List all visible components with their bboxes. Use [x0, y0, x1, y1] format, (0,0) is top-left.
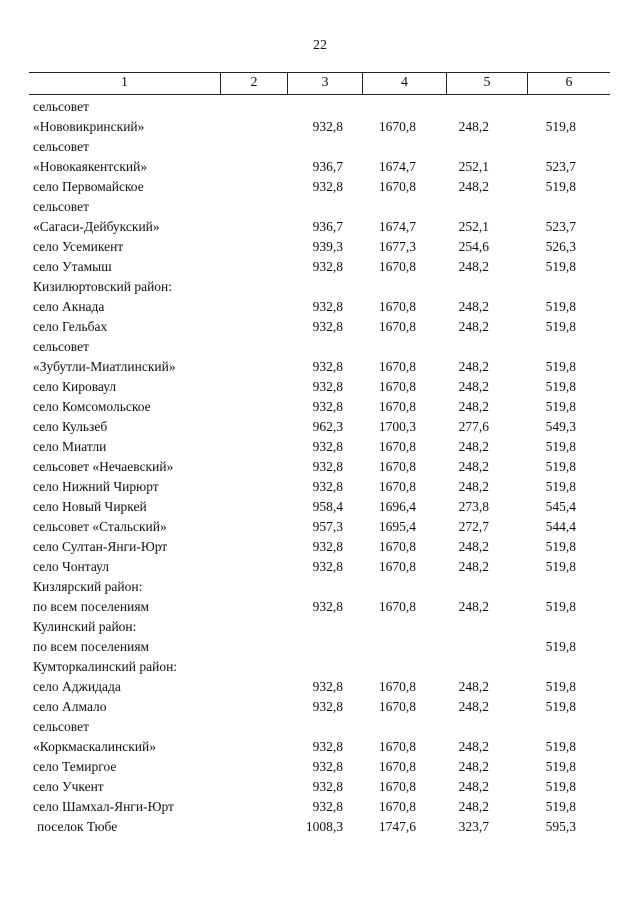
- table-row: [0, 557, 640, 577]
- table-row: [0, 197, 640, 217]
- cell-col-3: 932,8: [312, 699, 343, 714]
- cell-col-5: 248,2: [458, 459, 489, 474]
- table-row: [0, 277, 640, 297]
- table-row: [0, 757, 640, 777]
- table-row: [0, 397, 640, 417]
- cell-col-6: 519,8: [545, 479, 576, 494]
- cell-col-5: 272,7: [458, 519, 489, 534]
- cell-col-5: 248,2: [458, 779, 489, 794]
- cell-col-3: 962,3: [312, 419, 343, 434]
- table-row: [0, 477, 640, 497]
- page-number: 22: [313, 38, 327, 53]
- table-row: [0, 157, 640, 177]
- cell-col-6: 519,8: [545, 119, 576, 134]
- cell-col-3: 932,8: [312, 679, 343, 694]
- cell-col-6: 519,8: [545, 559, 576, 574]
- table-row: [0, 597, 640, 617]
- cell-col-6: 519,8: [545, 399, 576, 414]
- row-label: село Комсомольское: [33, 399, 151, 414]
- cell-col-5: 248,2: [458, 379, 489, 394]
- cell-col-5: 252,1: [458, 159, 489, 174]
- cell-col-6: 519,8: [545, 299, 576, 314]
- cell-col-5: 248,2: [458, 739, 489, 754]
- cell-col-5: 248,2: [458, 259, 489, 274]
- row-label: «Нововикринский»: [33, 119, 145, 134]
- row-label: село Усемикент: [33, 239, 124, 254]
- cell-col-6: 519,8: [545, 459, 576, 474]
- table-row: [0, 697, 640, 717]
- column-header-4: 4: [363, 73, 447, 94]
- row-label: село Чонтаул: [33, 559, 110, 574]
- cell-col-4: 1670,8: [378, 699, 416, 714]
- cell-col-5: 248,2: [458, 599, 489, 614]
- cell-col-6: 519,8: [545, 699, 576, 714]
- cell-col-4: 1670,8: [378, 319, 416, 334]
- cell-col-4: 1700,3: [378, 419, 416, 434]
- cell-col-6: 519,8: [545, 679, 576, 694]
- cell-col-3: 932,8: [312, 299, 343, 314]
- row-label: село Гельбах: [33, 319, 108, 334]
- row-label: село Первомайское: [33, 179, 144, 194]
- cell-col-3: 936,7: [312, 219, 343, 234]
- cell-col-4: 1670,8: [378, 799, 416, 814]
- cell-col-6: 519,8: [545, 439, 576, 454]
- row-label: сельсовет: [33, 339, 89, 354]
- cell-col-4: 1747,6: [378, 819, 416, 834]
- cell-col-3: 932,8: [312, 259, 343, 274]
- table-header: [29, 72, 610, 95]
- column-header-2: 2: [221, 73, 288, 94]
- table-row: [0, 217, 640, 237]
- cell-col-5: 323,7: [458, 819, 489, 834]
- column-header-3: 3: [288, 73, 363, 94]
- table-row: [0, 777, 640, 797]
- cell-col-5: 248,2: [458, 319, 489, 334]
- row-label: сельсовет: [33, 139, 89, 154]
- cell-col-6: 523,7: [545, 219, 576, 234]
- row-label: село Утамыш: [33, 259, 112, 274]
- table-row: [0, 257, 640, 277]
- cell-col-3: 939,3: [312, 239, 343, 254]
- column-header-1: 1: [29, 73, 221, 94]
- row-label: село Алмало: [33, 699, 107, 714]
- table-row: [0, 317, 640, 337]
- row-label: Кулинский район:: [33, 619, 137, 634]
- cell-col-3: 932,8: [312, 319, 343, 334]
- column-header-6: 6: [565, 75, 573, 90]
- table-row: [0, 637, 640, 657]
- cell-col-3: 932,8: [312, 179, 343, 194]
- table-row: [0, 337, 640, 357]
- cell-col-3: 932,8: [312, 799, 343, 814]
- table-row: [0, 537, 640, 557]
- row-label: поселок Тюбе: [37, 819, 118, 834]
- cell-col-4: 1695,4: [378, 519, 416, 534]
- row-label: село Миатли: [33, 439, 107, 454]
- cell-col-4: 1670,8: [378, 259, 416, 274]
- cell-col-5: 248,2: [458, 479, 489, 494]
- cell-col-5: 248,2: [458, 399, 489, 414]
- cell-col-3: 932,8: [312, 379, 343, 394]
- cell-col-5: 277,6: [458, 419, 489, 434]
- cell-col-3: 932,8: [312, 399, 343, 414]
- cell-col-6: 519,8: [545, 739, 576, 754]
- cell-col-4: 1670,8: [378, 779, 416, 794]
- cell-col-3: 932,8: [312, 439, 343, 454]
- table-row: [0, 237, 640, 257]
- cell-col-5: 248,2: [458, 119, 489, 134]
- table-row: [0, 797, 640, 817]
- row-label: село Акнада: [33, 299, 105, 314]
- table-row: [0, 97, 640, 117]
- cell-col-6: 519,8: [545, 319, 576, 334]
- cell-col-4: 1677,3: [378, 239, 416, 254]
- cell-col-6: 544,4: [545, 519, 576, 534]
- cell-col-3: 932,8: [312, 779, 343, 794]
- cell-col-5: 248,2: [458, 439, 489, 454]
- table-row: [0, 437, 640, 457]
- row-label: село Нижний Чирюрт: [33, 479, 159, 494]
- cell-col-4: 1670,8: [378, 479, 416, 494]
- row-label: сельсовет: [33, 719, 89, 734]
- cell-col-3: 932,8: [312, 559, 343, 574]
- row-label: по всем поселениям: [33, 639, 150, 654]
- cell-col-3: 1008,3: [305, 819, 343, 834]
- row-label: Кизилюртовский район:: [33, 279, 173, 294]
- cell-col-6: 519,8: [545, 359, 576, 374]
- table-row: [0, 177, 640, 197]
- row-label: село Кульзеб: [33, 419, 108, 434]
- cell-col-3: 936,7: [312, 159, 343, 174]
- cell-col-3: 932,8: [312, 539, 343, 554]
- table-row: [0, 817, 640, 837]
- table-row: [0, 377, 640, 397]
- cell-col-3: 932,8: [312, 479, 343, 494]
- cell-col-4: 1670,8: [378, 359, 416, 374]
- cell-col-6: 519,8: [545, 799, 576, 814]
- cell-col-6: 519,8: [545, 539, 576, 554]
- cell-col-5: 248,2: [458, 799, 489, 814]
- row-label: «Новокаякентский»: [33, 159, 148, 174]
- row-label: село Учкент: [33, 779, 104, 794]
- cell-col-3: 932,8: [312, 739, 343, 754]
- cell-col-4: 1670,8: [378, 119, 416, 134]
- table-row: [0, 717, 640, 737]
- cell-col-4: 1674,7: [378, 219, 416, 234]
- row-label: село Аджидада: [33, 679, 121, 694]
- cell-col-3: 932,8: [312, 459, 343, 474]
- table-row: [0, 357, 640, 377]
- cell-col-6: 519,8: [545, 759, 576, 774]
- table-row: [0, 417, 640, 437]
- cell-col-4: 1670,8: [378, 559, 416, 574]
- cell-col-6: 519,8: [545, 179, 576, 194]
- cell-col-3: 958,4: [312, 499, 343, 514]
- cell-col-3: 932,8: [312, 759, 343, 774]
- cell-col-3: 932,8: [312, 359, 343, 374]
- cell-col-4: 1670,8: [378, 539, 416, 554]
- row-label: сельсовет «Стальский»: [33, 519, 167, 534]
- cell-col-5: 248,2: [458, 759, 489, 774]
- cell-col-6: 519,8: [545, 259, 576, 274]
- row-label: сельсовет: [33, 99, 89, 114]
- table-row: [0, 577, 640, 597]
- cell-col-5: 248,2: [458, 359, 489, 374]
- cell-col-5: 248,2: [458, 179, 489, 194]
- cell-col-3: 957,3: [312, 519, 343, 534]
- cell-col-4: 1670,8: [378, 599, 416, 614]
- row-label: село Новый Чиркей: [33, 499, 147, 514]
- cell-col-4: 1670,8: [378, 379, 416, 394]
- cell-col-5: 248,2: [458, 679, 489, 694]
- table-row: [0, 457, 640, 477]
- row-label: Кизлярский район:: [33, 579, 143, 594]
- table-row: [0, 497, 640, 517]
- table-row: [0, 617, 640, 637]
- cell-col-4: 1696,4: [378, 499, 416, 514]
- table-row: [0, 137, 640, 157]
- cell-col-5: 248,2: [458, 699, 489, 714]
- cell-col-6: 523,7: [545, 159, 576, 174]
- cell-col-4: 1670,8: [378, 739, 416, 754]
- cell-col-4: 1670,8: [378, 299, 416, 314]
- row-label: село Шамхал-Янги-Юрт: [33, 799, 174, 814]
- cell-col-4: 1670,8: [378, 459, 416, 474]
- column-header-5: 5: [447, 73, 528, 94]
- row-label: село Темиргое: [33, 759, 117, 774]
- cell-col-5: 254,6: [458, 239, 489, 254]
- row-label: «Коркмаскалинский»: [33, 739, 156, 754]
- cell-col-5: 248,2: [458, 299, 489, 314]
- table-row: [0, 297, 640, 317]
- table-row: [0, 117, 640, 137]
- table-row: [0, 737, 640, 757]
- table-row: [0, 517, 640, 537]
- row-label: село Султан-Янги-Юрт: [33, 539, 168, 554]
- row-label: «Сагаси-Дейбукский»: [33, 219, 160, 234]
- cell-col-6: 526,3: [545, 239, 576, 254]
- cell-col-4: 1670,8: [378, 179, 416, 194]
- cell-col-4: 1670,8: [378, 679, 416, 694]
- cell-col-3: 932,8: [312, 119, 343, 134]
- cell-col-6: 595,3: [545, 819, 576, 834]
- cell-col-6: 519,8: [545, 379, 576, 394]
- cell-col-5: 248,2: [458, 539, 489, 554]
- cell-col-5: 273,8: [458, 499, 489, 514]
- table-body: [0, 97, 640, 837]
- cell-col-6: 549,3: [545, 419, 576, 434]
- cell-col-4: 1670,8: [378, 759, 416, 774]
- cell-col-4: 1674,7: [378, 159, 416, 174]
- cell-col-5: 252,1: [458, 219, 489, 234]
- row-label: село Кироваул: [33, 379, 117, 394]
- row-label: по всем поселениям: [33, 599, 150, 614]
- row-label: сельсовет «Нечаевский»: [33, 459, 174, 474]
- cell-col-4: 1670,8: [378, 399, 416, 414]
- cell-col-5: 248,2: [458, 559, 489, 574]
- cell-col-4: 1670,8: [378, 439, 416, 454]
- row-label: «Зубутли-Миатлинский»: [33, 359, 176, 374]
- table-row: [0, 657, 640, 677]
- cell-col-6: 519,8: [545, 599, 576, 614]
- row-label: Кумторкалинский район:: [33, 659, 178, 674]
- row-label: сельсовет: [33, 199, 89, 214]
- cell-col-6: 545,4: [545, 499, 576, 514]
- cell-col-6: 519,8: [545, 779, 576, 794]
- cell-col-3: 932,8: [312, 599, 343, 614]
- table-row: [0, 677, 640, 697]
- cell-col-6: 519,8: [545, 639, 576, 654]
